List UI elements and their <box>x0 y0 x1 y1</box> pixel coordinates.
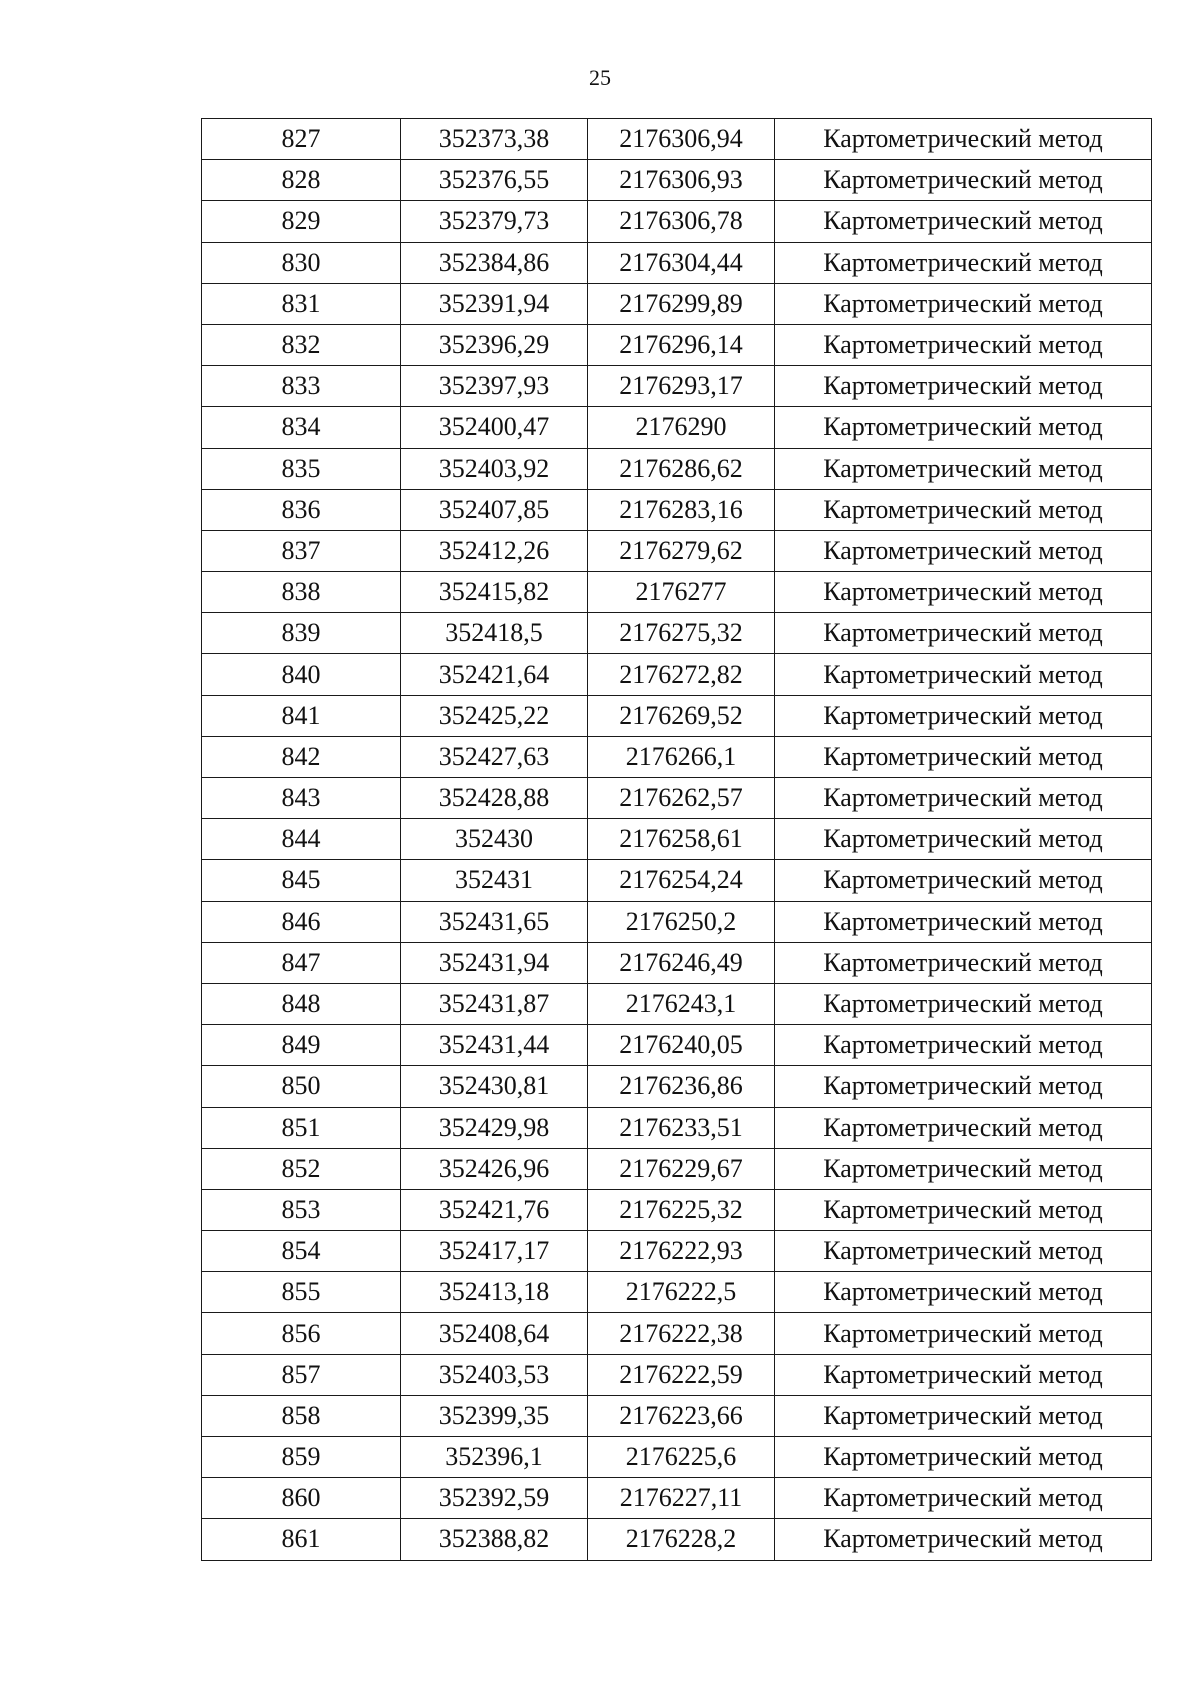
table-row <box>202 119 1152 160</box>
page-number: 25 <box>589 65 611 90</box>
method-cell: Картометрический метод <box>775 1437 1152 1478</box>
point-number-cell: 842 <box>202 736 401 777</box>
table-row <box>202 366 1152 407</box>
y-coordinate-cell: 2176258,61 <box>588 819 775 860</box>
method-cell: Картометрический метод <box>775 324 1152 365</box>
point-number-cell: 846 <box>202 901 401 942</box>
y-coordinate-cell: 2176227,11 <box>588 1478 775 1519</box>
y-coordinate-cell: 2176277 <box>588 572 775 613</box>
x-coordinate-cell: 352431 <box>401 860 588 901</box>
point-number-cell: 860 <box>202 1478 401 1519</box>
point-number-cell: 844 <box>202 819 401 860</box>
point-number-cell: 849 <box>202 1025 401 1066</box>
x-coordinate-cell: 352421,64 <box>401 654 588 695</box>
x-coordinate-cell: 352396,29 <box>401 324 588 365</box>
method-cell: Картометрический метод <box>775 1107 1152 1148</box>
table-row <box>202 901 1152 942</box>
point-number-cell: 857 <box>202 1354 401 1395</box>
y-coordinate-cell: 2176275,32 <box>588 613 775 654</box>
table-row <box>202 860 1152 901</box>
y-coordinate-cell: 2176233,51 <box>588 1107 775 1148</box>
table-row <box>202 1313 1152 1354</box>
y-coordinate-cell: 2176306,78 <box>588 201 775 242</box>
y-coordinate-cell: 2176299,89 <box>588 283 775 324</box>
coordinates-table <box>201 118 1152 1561</box>
x-coordinate-cell: 352421,76 <box>401 1189 588 1230</box>
point-number-cell: 852 <box>202 1148 401 1189</box>
y-coordinate-cell: 2176306,94 <box>588 119 775 160</box>
x-coordinate-cell: 352413,18 <box>401 1272 588 1313</box>
x-coordinate-cell: 352403,92 <box>401 448 588 489</box>
y-coordinate-cell: 2176228,2 <box>588 1519 775 1560</box>
y-coordinate-cell: 2176272,82 <box>588 654 775 695</box>
x-coordinate-cell: 352384,86 <box>401 242 588 283</box>
x-coordinate-cell: 352373,38 <box>401 119 588 160</box>
y-coordinate-cell: 2176254,24 <box>588 860 775 901</box>
method-cell: Картометрический метод <box>775 366 1152 407</box>
method-cell: Картометрический метод <box>775 736 1152 777</box>
point-number-cell: 843 <box>202 778 401 819</box>
table-row <box>202 1148 1152 1189</box>
method-cell: Картометрический метод <box>775 407 1152 448</box>
method-cell: Картометрический метод <box>775 530 1152 571</box>
x-coordinate-cell: 352379,73 <box>401 201 588 242</box>
x-coordinate-cell: 352388,82 <box>401 1519 588 1560</box>
table-row <box>202 572 1152 613</box>
x-coordinate-cell: 352403,53 <box>401 1354 588 1395</box>
y-coordinate-cell: 2176262,57 <box>588 778 775 819</box>
method-cell: Картометрический метод <box>775 201 1152 242</box>
method-cell: Картометрический метод <box>775 489 1152 530</box>
point-number-cell: 850 <box>202 1066 401 1107</box>
table-row <box>202 242 1152 283</box>
x-coordinate-cell: 352399,35 <box>401 1395 588 1436</box>
x-coordinate-cell: 352397,93 <box>401 366 588 407</box>
method-cell: Картометрический метод <box>775 942 1152 983</box>
y-coordinate-cell: 2176229,67 <box>588 1148 775 1189</box>
table-row <box>202 448 1152 489</box>
y-coordinate-cell: 2176222,93 <box>588 1231 775 1272</box>
x-coordinate-cell: 352391,94 <box>401 283 588 324</box>
y-coordinate-cell: 2176279,62 <box>588 530 775 571</box>
x-coordinate-cell: 352430 <box>401 819 588 860</box>
table-row <box>202 1231 1152 1272</box>
method-cell: Картометрический метод <box>775 778 1152 819</box>
y-coordinate-cell: 2176250,2 <box>588 901 775 942</box>
method-cell: Картометрический метод <box>775 1066 1152 1107</box>
method-cell: Картометрический метод <box>775 695 1152 736</box>
x-coordinate-cell: 352427,63 <box>401 736 588 777</box>
method-cell: Картометрический метод <box>775 1025 1152 1066</box>
method-cell: Картометрический метод <box>775 242 1152 283</box>
point-number-cell: 856 <box>202 1313 401 1354</box>
table-row <box>202 407 1152 448</box>
point-number-cell: 833 <box>202 366 401 407</box>
point-number-cell: 845 <box>202 860 401 901</box>
table-row <box>202 983 1152 1024</box>
y-coordinate-cell: 2176223,66 <box>588 1395 775 1436</box>
method-cell: Картометрический метод <box>775 1313 1152 1354</box>
method-cell: Картометрический метод <box>775 819 1152 860</box>
y-coordinate-cell: 2176222,5 <box>588 1272 775 1313</box>
table-row <box>202 160 1152 201</box>
method-cell: Картометрический метод <box>775 1272 1152 1313</box>
x-coordinate-cell: 352429,98 <box>401 1107 588 1148</box>
x-coordinate-cell: 352392,59 <box>401 1478 588 1519</box>
x-coordinate-cell: 352431,87 <box>401 983 588 1024</box>
method-cell: Картометрический метод <box>775 901 1152 942</box>
method-cell: Картометрический метод <box>775 283 1152 324</box>
x-coordinate-cell: 352417,17 <box>401 1231 588 1272</box>
table-row <box>202 324 1152 365</box>
x-coordinate-cell: 352396,1 <box>401 1437 588 1478</box>
y-coordinate-cell: 2176266,1 <box>588 736 775 777</box>
coordinates-table-body <box>202 119 1152 1561</box>
point-number-cell: 830 <box>202 242 401 283</box>
y-coordinate-cell: 2176283,16 <box>588 489 775 530</box>
x-coordinate-cell: 352430,81 <box>401 1066 588 1107</box>
table-row <box>202 613 1152 654</box>
x-coordinate-cell: 352428,88 <box>401 778 588 819</box>
method-cell: Картометрический метод <box>775 654 1152 695</box>
method-cell: Картометрический метод <box>775 1231 1152 1272</box>
point-number-cell: 835 <box>202 448 401 489</box>
point-number-cell: 858 <box>202 1395 401 1436</box>
table-row <box>202 1066 1152 1107</box>
point-number-cell: 859 <box>202 1437 401 1478</box>
y-coordinate-cell: 2176240,05 <box>588 1025 775 1066</box>
table-row <box>202 1025 1152 1066</box>
table-row <box>202 942 1152 983</box>
method-cell: Картометрический метод <box>775 1148 1152 1189</box>
x-coordinate-cell: 352425,22 <box>401 695 588 736</box>
x-coordinate-cell: 352415,82 <box>401 572 588 613</box>
point-number-cell: 839 <box>202 613 401 654</box>
point-number-cell: 851 <box>202 1107 401 1148</box>
table-row <box>202 1189 1152 1230</box>
y-coordinate-cell: 2176243,1 <box>588 983 775 1024</box>
method-cell: Картометрический метод <box>775 1395 1152 1436</box>
point-number-cell: 829 <box>202 201 401 242</box>
y-coordinate-cell: 2176296,14 <box>588 324 775 365</box>
table-row <box>202 489 1152 530</box>
table-row <box>202 736 1152 777</box>
method-cell: Картометрический метод <box>775 613 1152 654</box>
x-coordinate-cell: 352431,94 <box>401 942 588 983</box>
table-row <box>202 1354 1152 1395</box>
table-row <box>202 695 1152 736</box>
point-number-cell: 848 <box>202 983 401 1024</box>
y-coordinate-cell: 2176225,32 <box>588 1189 775 1230</box>
point-number-cell: 827 <box>202 119 401 160</box>
method-cell: Картометрический метод <box>775 983 1152 1024</box>
x-coordinate-cell: 352412,26 <box>401 530 588 571</box>
table-row <box>202 201 1152 242</box>
method-cell: Картометрический метод <box>775 572 1152 613</box>
point-number-cell: 828 <box>202 160 401 201</box>
x-coordinate-cell: 352418,5 <box>401 613 588 654</box>
method-cell: Картометрический метод <box>775 1519 1152 1560</box>
method-cell: Картометрический метод <box>775 1478 1152 1519</box>
y-coordinate-cell: 2176286,62 <box>588 448 775 489</box>
point-number-cell: 861 <box>202 1519 401 1560</box>
point-number-cell: 832 <box>202 324 401 365</box>
method-cell: Картометрический метод <box>775 1354 1152 1395</box>
point-number-cell: 837 <box>202 530 401 571</box>
method-cell: Картометрический метод <box>775 119 1152 160</box>
table-row <box>202 530 1152 571</box>
method-cell: Картометрический метод <box>775 160 1152 201</box>
method-cell: Картометрический метод <box>775 448 1152 489</box>
y-coordinate-cell: 2176225,6 <box>588 1437 775 1478</box>
x-coordinate-cell: 352400,47 <box>401 407 588 448</box>
point-number-cell: 853 <box>202 1189 401 1230</box>
y-coordinate-cell: 2176290 <box>588 407 775 448</box>
x-coordinate-cell: 352431,65 <box>401 901 588 942</box>
point-number-cell: 841 <box>202 695 401 736</box>
x-coordinate-cell: 352376,55 <box>401 160 588 201</box>
x-coordinate-cell: 352407,85 <box>401 489 588 530</box>
point-number-cell: 836 <box>202 489 401 530</box>
table-row <box>202 1437 1152 1478</box>
y-coordinate-cell: 2176293,17 <box>588 366 775 407</box>
table-row <box>202 654 1152 695</box>
x-coordinate-cell: 352408,64 <box>401 1313 588 1354</box>
point-number-cell: 834 <box>202 407 401 448</box>
table-row <box>202 1395 1152 1436</box>
table-row <box>202 283 1152 324</box>
y-coordinate-cell: 2176306,93 <box>588 160 775 201</box>
point-number-cell: 840 <box>202 654 401 695</box>
table-row <box>202 778 1152 819</box>
x-coordinate-cell: 352431,44 <box>401 1025 588 1066</box>
point-number-cell: 831 <box>202 283 401 324</box>
method-cell: Картометрический метод <box>775 1189 1152 1230</box>
table-row <box>202 1107 1152 1148</box>
point-number-cell: 854 <box>202 1231 401 1272</box>
y-coordinate-cell: 2176222,59 <box>588 1354 775 1395</box>
table-row <box>202 1519 1152 1560</box>
table-row <box>202 819 1152 860</box>
y-coordinate-cell: 2176269,52 <box>588 695 775 736</box>
x-coordinate-cell: 352426,96 <box>401 1148 588 1189</box>
y-coordinate-cell: 2176246,49 <box>588 942 775 983</box>
y-coordinate-cell: 2176304,44 <box>588 242 775 283</box>
method-cell: Картометрический метод <box>775 860 1152 901</box>
table-row <box>202 1272 1152 1313</box>
point-number-cell: 847 <box>202 942 401 983</box>
table-row <box>202 1478 1152 1519</box>
y-coordinate-cell: 2176236,86 <box>588 1066 775 1107</box>
point-number-cell: 838 <box>202 572 401 613</box>
y-coordinate-cell: 2176222,38 <box>588 1313 775 1354</box>
point-number-cell: 855 <box>202 1272 401 1313</box>
